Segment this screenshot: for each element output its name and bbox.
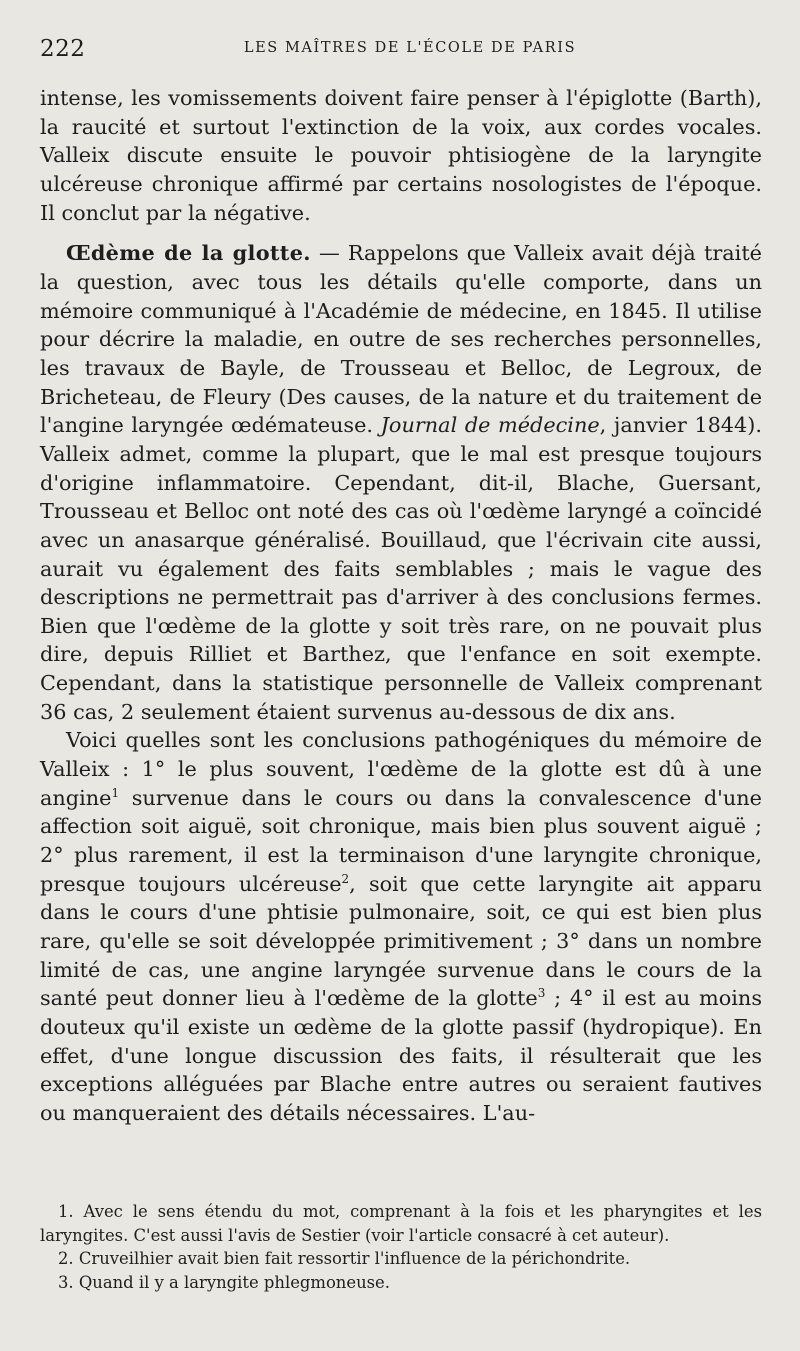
paragraph-conclusions-part-c: , soit que cette laryngite ait apparu dans le cours d'une phtisie pulmonaire, soit, ce qui est bien plus rare, qu'elle se soit développée primitivement ; 3° dans un nombre limité de cas, une angine laryngée survenue dans le cours de la santé peut donner lieu à l'œdème de la glotte xyxy=(40,871,762,1011)
footnotes xyxy=(40,1200,762,1294)
paragraph-oedeme xyxy=(40,239,762,726)
footnote-1: 1. Avec le sens étendu du mot, comprenant à la fois et les pharyngites et les laryngites. C'est aussi l'avis de Sestier (voir l'article consacré à cet auteur). xyxy=(40,1202,762,1245)
footnote-3: 3. Quand il y a laryngite phlegmoneuse. xyxy=(58,1272,390,1292)
paragraph-conclusions xyxy=(40,726,762,1127)
page-number: 222 xyxy=(40,36,86,62)
paragraph-conclusions-part-d: ; 4° il est au moins douteux qu'il existe un œdème de la glotte passif (hydropique). En effet, d'une longue discussion des faits, il résulterait que les exceptions alléguées par Blache entre autres ou seraient fautives ou manqueraient des détails nécessaires. L'au- xyxy=(40,986,762,1125)
paragraph-conclusions-part-b: survenue dans le cours ou dans la convalescence d'une affection soit aiguë, soit chronique, mais bien plus souvent aiguë ; 2° plus rarement, il est la terminaison d'une laryngite chronique, presque toujours ulcéreuse xyxy=(40,785,762,896)
section-title: Œdème de la glotte. xyxy=(66,240,311,266)
page-header xyxy=(40,36,760,66)
footnote-ref-3: 3 xyxy=(537,986,546,1001)
footnote-ref-2: 2 xyxy=(341,871,350,886)
footnote-2: 2. Cruveilhier avait bien fait ressortir l'influence de la périchondrite. xyxy=(58,1249,631,1268)
paragraph-oedeme-part-a: — Rappelons que Valleix avait déjà traité la question, avec tous les détails qu'elle comporte, dans un mémoire communiqué à l'Académie de médecine, en 1845. Il utilise pour décrire la maladie, en outre de ses recherches personnelles, les travaux de Bayle, de Trousseau et Belloc, de Legroux, de Bricheteau, de Fleury (Des causes, de la nature et du traitement de l'angine laryngée œdémateuse. xyxy=(40,241,762,438)
paragraph-intro: intense, les vomissements doivent faire penser à l'épiglotte (Barth), la raucité et surtout l'extinction de la voix, aux cordes vocales. Valleix discute ensuite le pouvoir phtisiogène de la laryngite ulcéreuse chronique affirmé par certains nosologistes de l'époque. Il conclut par la négative. xyxy=(40,86,762,225)
running-title: LES MAÎTRES DE L'ÉCOLE DE PARIS xyxy=(243,40,577,56)
paragraph-conclusions-part-a: Voici quelles sont les conclusions pathogéniques du mémoire de Valleix : 1° le plus souvent, l'œdème de la glotte est dû à une angine xyxy=(40,728,762,810)
paragraph-oedeme-part-b: , janvier 1844). Valleix admet, comme la plupart, que le mal est presque toujours d'origine inflammatoire. Cependant, dit-il, Blache, Guersant, Trousseau et Belloc ont noté des cas où l'œdème laryngé a coïncidé avec un anasarque généralisé. Bouillaud, que l'écrivain cite aussi, aurait vu également des faits semblables ; mais le vague des descriptions ne permettrait pas d'arriver à des conclusions fermes. Bien que l'œdème de la glotte y soit très rare, on ne pouvait plus dire, depuis Rilliet et Barthez, que l'enfance en soit exempte. Cependant, dans la statistique personnelle de Valleix comprenant 36 cas, 2 seulement étaient survenus au-dessous de dix ans. xyxy=(40,413,762,724)
body-text xyxy=(40,84,762,1128)
footnote-ref-1: 1 xyxy=(111,785,120,800)
journal-title: Journal de médecine xyxy=(380,413,600,438)
